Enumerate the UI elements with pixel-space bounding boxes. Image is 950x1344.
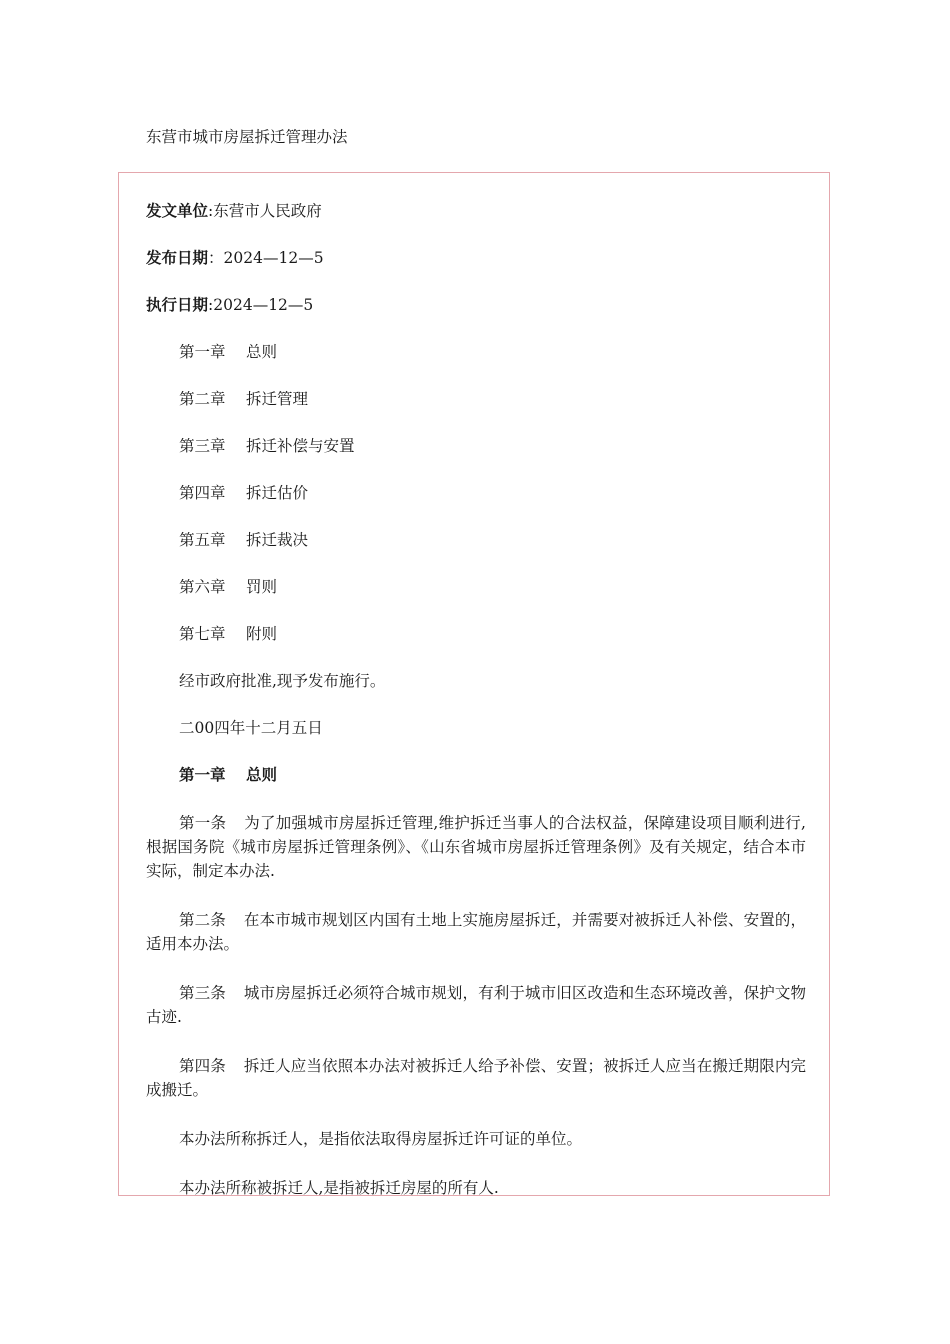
publish-date-label: 发布日期 — [146, 248, 209, 267]
article-text: 拆迁人应当依照本办法对被拆迁人给予补偿、安置；被拆迁人应当在搬迁期限内完成搬迁。 — [146, 1057, 806, 1099]
toc-item-1 — [146, 341, 806, 363]
article-1 — [146, 811, 806, 883]
issuer-label: 发文单位 — [146, 201, 209, 220]
toc-chapter-number: 第一章 — [179, 343, 226, 361]
article-3 — [146, 981, 806, 1029]
document-body — [146, 200, 806, 1196]
publish-date-value: 2024—12—5 — [223, 249, 324, 267]
toc-chapter-number: 第三章 — [179, 437, 226, 455]
article-text: 城市房屋拆迁必须符合城市规划，有利于城市旧区改造和生态环境改善，保护文物古迹. — [146, 984, 806, 1026]
definition-demolisher: 本办法所称拆迁人，是指依法取得房屋拆迁许可证的单位。 — [179, 1130, 583, 1148]
effective-date-row — [146, 294, 806, 316]
toc-item-4 — [146, 482, 806, 504]
article-text: 在本市城市规划区内国有土地上实施房屋拆迁，并需要对被拆迁人补偿、安置的，适用本办法。 — [146, 911, 806, 953]
toc-chapter-number: 第二章 — [179, 390, 226, 408]
chapter-heading — [146, 764, 806, 786]
article-number: 第三条 — [179, 984, 226, 1002]
article-number: 第四条 — [179, 1057, 226, 1075]
chapter-heading-number: 第一章 — [179, 765, 226, 784]
toc-chapter-title: 拆迁管理 — [246, 390, 309, 408]
toc-item-3 — [146, 435, 806, 457]
toc-chapter-number: 第五章 — [179, 531, 226, 549]
document-frame — [118, 172, 830, 1196]
effective-date-separator: : — [208, 296, 214, 314]
toc-chapter-title: 罚则 — [246, 578, 278, 596]
effective-date-value: 2024—12—5 — [213, 296, 314, 314]
issuer-value: 东营市人民政府 — [213, 202, 322, 220]
issuer-row — [146, 200, 806, 222]
article-2 — [146, 908, 806, 956]
article-4 — [146, 1054, 806, 1102]
effective-date-label: 执行日期 — [146, 295, 209, 314]
toc-item-5 — [146, 529, 806, 551]
publish-date-row — [146, 247, 806, 269]
toc-chapter-title: 总则 — [246, 343, 278, 361]
definition-demolished-party: 本办法所称被拆迁人,是指被拆迁房屋的所有人. — [179, 1179, 499, 1196]
toc-chapter-number: 第六章 — [179, 578, 226, 596]
chapter-heading-title: 总则 — [246, 765, 278, 784]
toc-chapter-title: 拆迁裁决 — [246, 531, 309, 549]
issue-date-line: 二00四年十二月五日 — [179, 719, 323, 737]
toc-chapter-number: 第七章 — [179, 625, 226, 643]
article-number: 第二条 — [179, 911, 226, 929]
toc-chapter-title: 附则 — [246, 625, 278, 643]
article-text: 为了加强城市房屋拆迁管理,维护拆迁当事人的合法权益，保障建设项目顺利进行,根据国务院《城市房屋拆迁管理条例》、《山东省城市房屋拆迁管理条例》及有关规定，结合本市实际，制定本办法. — [146, 814, 806, 880]
document-title: 东营市城市房屋拆迁管理办法 — [146, 128, 348, 146]
toc-chapter-title: 拆迁估价 — [246, 484, 309, 502]
issuer-separator: : — [208, 202, 214, 220]
approval-statement: 经市政府批准,现予发布施行。 — [179, 672, 386, 690]
toc-chapter-title: 拆迁补偿与安置 — [246, 437, 355, 455]
article-number: 第一条 — [179, 814, 227, 832]
toc-item-6 — [146, 576, 806, 598]
toc-item-2 — [146, 388, 806, 410]
toc-chapter-number: 第四章 — [179, 484, 226, 502]
publish-date-separator: ： — [208, 249, 224, 267]
toc-item-7 — [146, 623, 806, 645]
